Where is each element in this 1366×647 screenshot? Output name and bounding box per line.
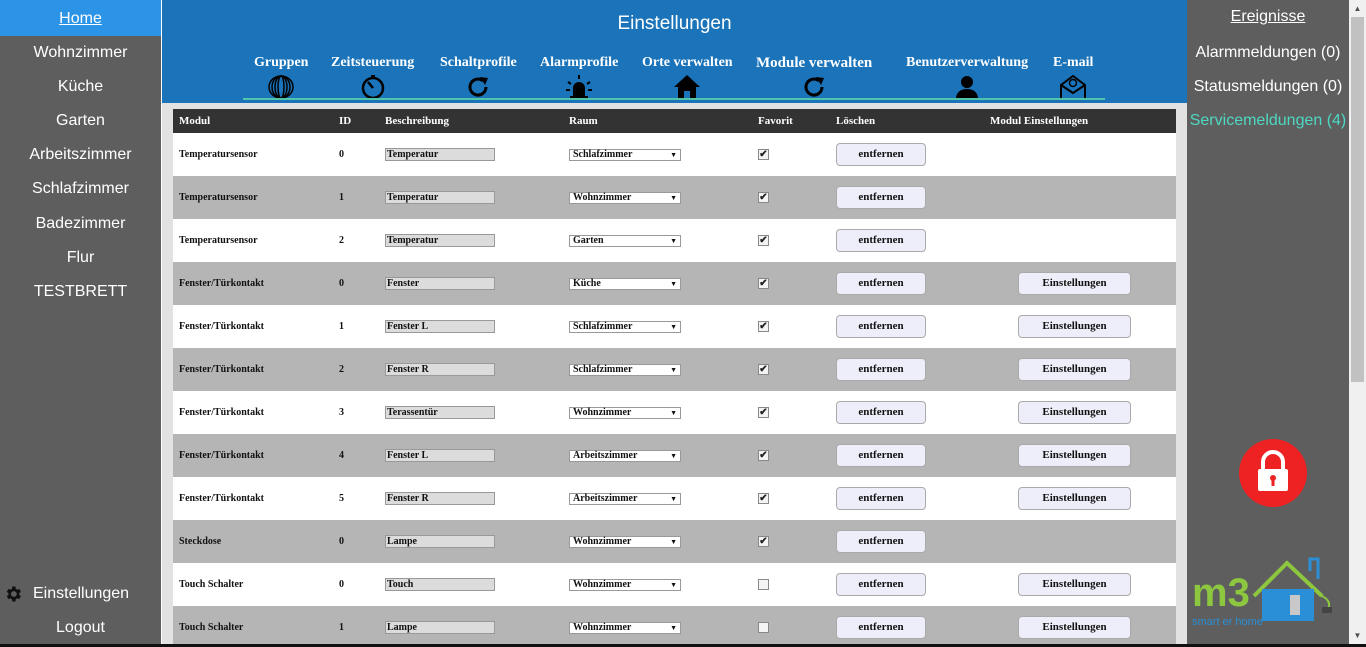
scrollbar-thumb[interactable] <box>1351 17 1364 382</box>
table-row <box>173 477 1176 520</box>
room-select[interactable] <box>569 622 681 634</box>
module-settings-button[interactable]: Einstellungen <box>1018 444 1131 467</box>
cell-room <box>563 434 752 477</box>
vertical-scrollbar[interactable] <box>1349 0 1366 644</box>
cell-id: 3 <box>333 391 379 434</box>
remove-button[interactable]: entfernen <box>836 315 926 338</box>
table-row <box>173 133 1176 176</box>
chevron-down-icon: ▼ <box>670 236 677 245</box>
room-select-value: Garten <box>573 234 604 246</box>
room-select-value: Wohnzimmer <box>573 406 632 418</box>
cell-description <box>379 520 563 563</box>
cell-id: 4 <box>333 434 379 477</box>
cell-description <box>379 348 563 391</box>
remove-button[interactable]: entfernen <box>836 143 926 166</box>
cell-room <box>563 219 752 262</box>
description-input[interactable]: Lampe <box>385 621 495 634</box>
nav-item-wohnzimmer[interactable]: Wohnzimmer <box>33 44 128 61</box>
col-header-description: Beschreibung <box>379 109 563 133</box>
cell-module: Touch Schalter <box>173 606 333 644</box>
tab-gruppen[interactable] <box>254 55 308 100</box>
description-input[interactable]: Touch <box>385 578 495 591</box>
chevron-down-icon: ▼ <box>670 451 677 460</box>
tab-label: Schaltprofile <box>440 55 517 70</box>
chevron-down-icon: ▼ <box>670 279 677 288</box>
scroll-up-icon[interactable]: ▲ <box>1353 4 1362 13</box>
cell-room <box>563 477 752 520</box>
cell-delete <box>830 477 984 520</box>
module-settings-button[interactable]: Einstellungen <box>1018 573 1131 596</box>
chevron-down-icon: ▼ <box>670 365 677 374</box>
house-icon <box>673 74 701 100</box>
remove-button[interactable]: entfernen <box>836 530 926 553</box>
cell-description <box>379 133 563 176</box>
col-header-delete: Löschen <box>830 109 984 133</box>
cell-id: 5 <box>333 477 379 520</box>
remove-button[interactable]: entfernen <box>836 401 926 424</box>
cell-room <box>563 262 752 305</box>
nav-item-kueche[interactable]: Küche <box>57 78 104 95</box>
remove-button[interactable]: entfernen <box>836 186 926 209</box>
cell-room <box>563 133 752 176</box>
cell-delete <box>830 606 984 644</box>
tab-label: Module verwalten <box>756 55 873 71</box>
gear-icon <box>3 584 23 604</box>
cell-module: Touch Schalter <box>173 563 333 606</box>
cell-favorite <box>752 348 830 391</box>
room-select-value: Küche <box>573 277 601 289</box>
cell-delete <box>830 434 984 477</box>
remove-button[interactable]: entfernen <box>836 616 926 639</box>
cell-room <box>563 348 752 391</box>
description-input[interactable]: Fenster R <box>385 363 495 376</box>
tab-label: Alarmprofile <box>540 55 619 70</box>
event-service-messages[interactable]: Servicemeldungen (4) <box>1189 112 1347 129</box>
cell-favorite <box>752 563 830 606</box>
cell-favorite <box>752 391 830 434</box>
cell-delete <box>830 305 984 348</box>
chevron-down-icon: ▼ <box>670 537 677 546</box>
room-select[interactable] <box>569 364 681 376</box>
cell-id: 2 <box>333 348 379 391</box>
cell-delete <box>830 348 984 391</box>
chevron-down-icon: ▼ <box>670 580 677 589</box>
cell-favorite <box>752 133 830 176</box>
cell-id: 0 <box>333 133 379 176</box>
logout-link[interactable]: Logout <box>56 619 105 636</box>
cell-module-settings <box>984 520 1176 563</box>
cell-delete <box>830 391 984 434</box>
description-input[interactable]: Fenster R <box>385 492 495 505</box>
right-sidebar <box>1187 0 1349 644</box>
tab-label: Gruppen <box>254 55 309 70</box>
table-body <box>173 133 1176 644</box>
table-row <box>173 262 1176 305</box>
favorite-checkbox[interactable]: ✔ <box>759 321 768 332</box>
cell-description <box>379 477 563 520</box>
cell-module: Temperatursensor <box>173 219 333 262</box>
cell-room <box>563 520 752 563</box>
cell-module-settings <box>984 348 1176 391</box>
favorite-checkbox[interactable] <box>758 622 769 633</box>
chevron-down-icon: ▼ <box>670 623 677 632</box>
cell-id: 0 <box>333 520 379 563</box>
event-alarm-messages[interactable]: Alarmmeldungen (0) <box>1195 44 1341 61</box>
timer-icon <box>359 74 387 100</box>
cell-description <box>379 391 563 434</box>
remove-button[interactable]: entfernen <box>836 229 926 252</box>
cell-module-settings <box>984 606 1176 644</box>
events-title[interactable]: Ereignisse <box>1230 8 1306 25</box>
cell-delete <box>830 219 984 262</box>
favorite-checkbox[interactable]: ✔ <box>759 536 768 547</box>
refresh-icon <box>800 74 828 100</box>
room-select-value: Wohnzimmer <box>573 535 632 547</box>
main-content <box>162 103 1187 644</box>
table-row <box>173 606 1176 644</box>
header <box>162 0 1187 103</box>
description-input[interactable]: Fenster L <box>385 449 495 462</box>
cell-delete <box>830 176 984 219</box>
chevron-down-icon: ▼ <box>670 494 677 503</box>
lock-icon <box>1239 439 1307 507</box>
description-input[interactable]: Temperatur <box>385 191 495 204</box>
cell-module: Temperatursensor <box>173 176 333 219</box>
cell-module: Fenster/Türkontakt <box>173 305 333 348</box>
tab-alarmprofile[interactable] <box>540 55 618 100</box>
room-select-value: Arbeitszimmer <box>573 449 638 461</box>
col-header-module-settings: Modul Einstellungen <box>984 109 1176 133</box>
tab-zeitsteuerung[interactable] <box>331 55 414 100</box>
cell-module: Fenster/Türkontakt <box>173 391 333 434</box>
cell-description <box>379 434 563 477</box>
tab-underline <box>243 98 1105 100</box>
table-row <box>173 348 1176 391</box>
room-select[interactable] <box>569 536 681 548</box>
rings-icon <box>267 74 295 100</box>
description-input[interactable]: Lampe <box>385 535 495 548</box>
tab-label: Orte verwalten <box>642 55 733 70</box>
description-input[interactable]: Temperatur <box>385 234 495 247</box>
modules-table <box>173 109 1176 644</box>
favorite-checkbox[interactable]: ✔ <box>759 192 768 203</box>
envelope-icon <box>1059 74 1087 100</box>
module-settings-button[interactable]: Einstellungen <box>1018 401 1131 424</box>
cell-room <box>563 563 752 606</box>
cell-module: Fenster/Türkontakt <box>173 348 333 391</box>
page-title: Einstellungen <box>617 13 732 34</box>
remove-button[interactable]: entfernen <box>836 358 926 381</box>
cell-room <box>563 176 752 219</box>
col-header-module: Modul <box>173 109 333 133</box>
room-select[interactable] <box>569 579 681 591</box>
cell-favorite <box>752 176 830 219</box>
favorite-checkbox[interactable]: ✔ <box>759 364 768 375</box>
table-row <box>173 563 1176 606</box>
room-select[interactable] <box>569 278 681 290</box>
room-select-value: Schlafzimmer <box>573 363 633 375</box>
room-select-value: Arbeitszimmer <box>573 492 638 504</box>
favorite-checkbox[interactable]: ✔ <box>759 407 768 418</box>
cell-module-settings <box>984 391 1176 434</box>
cell-favorite <box>752 262 830 305</box>
svg-text:smart er home: smart er home <box>1192 616 1263 628</box>
room-select[interactable] <box>569 149 681 161</box>
cell-module: Temperatursensor <box>173 133 333 176</box>
cell-description <box>379 219 563 262</box>
svg-text:m3: m3 <box>1192 571 1250 615</box>
cell-module: Fenster/Türkontakt <box>173 477 333 520</box>
cell-room <box>563 391 752 434</box>
lock-button[interactable] <box>1239 439 1307 507</box>
cell-id: 1 <box>333 606 379 644</box>
description-input[interactable]: Fenster <box>385 277 495 290</box>
nav-item-garten[interactable]: Garten <box>56 112 105 129</box>
room-select[interactable] <box>569 493 681 505</box>
cell-favorite <box>752 520 830 563</box>
table-header-row <box>173 109 1176 133</box>
cell-id: 2 <box>333 219 379 262</box>
chevron-down-icon: ▼ <box>670 322 677 331</box>
cell-module-settings <box>984 133 1176 176</box>
cell-delete <box>830 563 984 606</box>
chevron-down-icon: ▼ <box>670 408 677 417</box>
col-header-favorite: Favorit <box>752 109 830 133</box>
cell-room <box>563 305 752 348</box>
nav-item-badezimmer[interactable]: Badezimmer <box>35 215 126 232</box>
nav-item-home[interactable]: Home <box>59 10 102 27</box>
cell-description <box>379 606 563 644</box>
nav-item-schlafzimmer[interactable]: Schlafzimmer <box>32 180 129 197</box>
module-settings-button[interactable]: Einstellungen <box>1018 315 1131 338</box>
nav-item-flur[interactable]: Flur <box>66 249 95 266</box>
settings-link[interactable] <box>0 579 161 609</box>
room-select[interactable] <box>569 192 681 204</box>
scroll-down-icon[interactable]: ▼ <box>1353 631 1362 640</box>
cell-description <box>379 563 563 606</box>
remove-button[interactable]: entfernen <box>836 272 926 295</box>
cell-module-settings <box>984 563 1176 606</box>
col-header-id: ID <box>333 109 379 133</box>
cell-module-settings <box>984 262 1176 305</box>
room-select-value: Schlafzimmer <box>573 148 633 160</box>
favorite-checkbox[interactable] <box>758 579 769 590</box>
remove-button[interactable]: entfernen <box>836 573 926 596</box>
remove-button[interactable]: entfernen <box>836 444 926 467</box>
cell-favorite <box>752 606 830 644</box>
table-row <box>173 520 1176 563</box>
tab-benutzerverwaltung[interactable] <box>906 55 1028 100</box>
cell-module-settings <box>984 219 1176 262</box>
module-settings-button[interactable]: Einstellungen <box>1018 616 1131 639</box>
room-select[interactable] <box>569 235 681 247</box>
cell-module: Fenster/Türkontakt <box>173 262 333 305</box>
table-row <box>173 434 1176 477</box>
table-row <box>173 391 1176 434</box>
remove-button[interactable]: entfernen <box>836 487 926 510</box>
cell-module-settings <box>984 305 1176 348</box>
cell-favorite <box>752 434 830 477</box>
cell-favorite <box>752 219 830 262</box>
cell-id: 1 <box>333 176 379 219</box>
cell-id: 0 <box>333 262 379 305</box>
description-input[interactable]: Terassentür <box>385 406 495 419</box>
nav-item-testbrett[interactable]: TESTBRETT <box>33 283 128 300</box>
favorite-checkbox[interactable]: ✔ <box>759 278 768 289</box>
favorite-checkbox[interactable]: ✔ <box>759 493 768 504</box>
left-sidebar <box>0 0 161 647</box>
room-select[interactable] <box>569 321 681 333</box>
module-settings-button[interactable]: Einstellungen <box>1018 358 1131 381</box>
tab-orte-verwalten[interactable] <box>642 55 733 100</box>
favorite-checkbox[interactable]: ✔ <box>759 450 768 461</box>
cell-module-settings <box>984 434 1176 477</box>
chevron-down-icon: ▼ <box>670 193 677 202</box>
favorite-checkbox[interactable]: ✔ <box>759 149 768 160</box>
event-status-messages[interactable]: Statusmeldungen (0) <box>1193 78 1343 95</box>
room-select-value: Wohnzimmer <box>573 621 632 633</box>
cell-description <box>379 262 563 305</box>
table-row <box>173 219 1176 262</box>
nav-item-arbeitszimmer[interactable]: Arbeitszimmer <box>29 146 132 163</box>
cell-module: Fenster/Türkontakt <box>173 434 333 477</box>
cell-delete <box>830 262 984 305</box>
tab-module-verwalten[interactable] <box>756 55 872 100</box>
chevron-down-icon: ▼ <box>670 150 677 159</box>
table-row <box>173 305 1176 348</box>
cell-room <box>563 606 752 644</box>
cell-delete <box>830 133 984 176</box>
module-settings-button[interactable]: Einstellungen <box>1018 272 1131 295</box>
tab-label: Benutzerverwaltung <box>906 55 1029 70</box>
room-select[interactable] <box>569 450 681 462</box>
tab-e-mail[interactable] <box>1053 55 1093 100</box>
tab-schaltprofile[interactable] <box>440 55 517 100</box>
cell-favorite <box>752 305 830 348</box>
favorite-checkbox[interactable]: ✔ <box>759 235 768 246</box>
room-select-value: Wohnzimmer <box>573 191 632 203</box>
tab-label: E-mail <box>1053 55 1094 70</box>
user-icon <box>953 74 981 100</box>
description-input[interactable]: Fenster L <box>385 320 495 333</box>
settings-link-label: Einstellungen <box>33 585 130 602</box>
col-header-room: Raum <box>563 109 752 133</box>
module-settings-button[interactable]: Einstellungen <box>1018 487 1131 510</box>
room-select[interactable] <box>569 407 681 419</box>
room-select-value: Wohnzimmer <box>573 578 632 590</box>
cell-module-settings <box>984 477 1176 520</box>
alarm-light-icon <box>565 74 593 100</box>
table-row <box>173 176 1176 219</box>
logo-icon <box>1192 551 1337 631</box>
cell-description <box>379 176 563 219</box>
cell-description <box>379 305 563 348</box>
cell-id: 0 <box>333 563 379 606</box>
cell-delete <box>830 520 984 563</box>
cell-module-settings <box>984 176 1176 219</box>
tab-label: Zeitsteuerung <box>331 55 415 70</box>
cell-favorite <box>752 477 830 520</box>
refresh-icon <box>464 74 492 100</box>
description-input[interactable]: Temperatur <box>385 148 495 161</box>
cell-id: 1 <box>333 305 379 348</box>
room-select-value: Schlafzimmer <box>573 320 633 332</box>
cell-module: Steckdose <box>173 520 333 563</box>
